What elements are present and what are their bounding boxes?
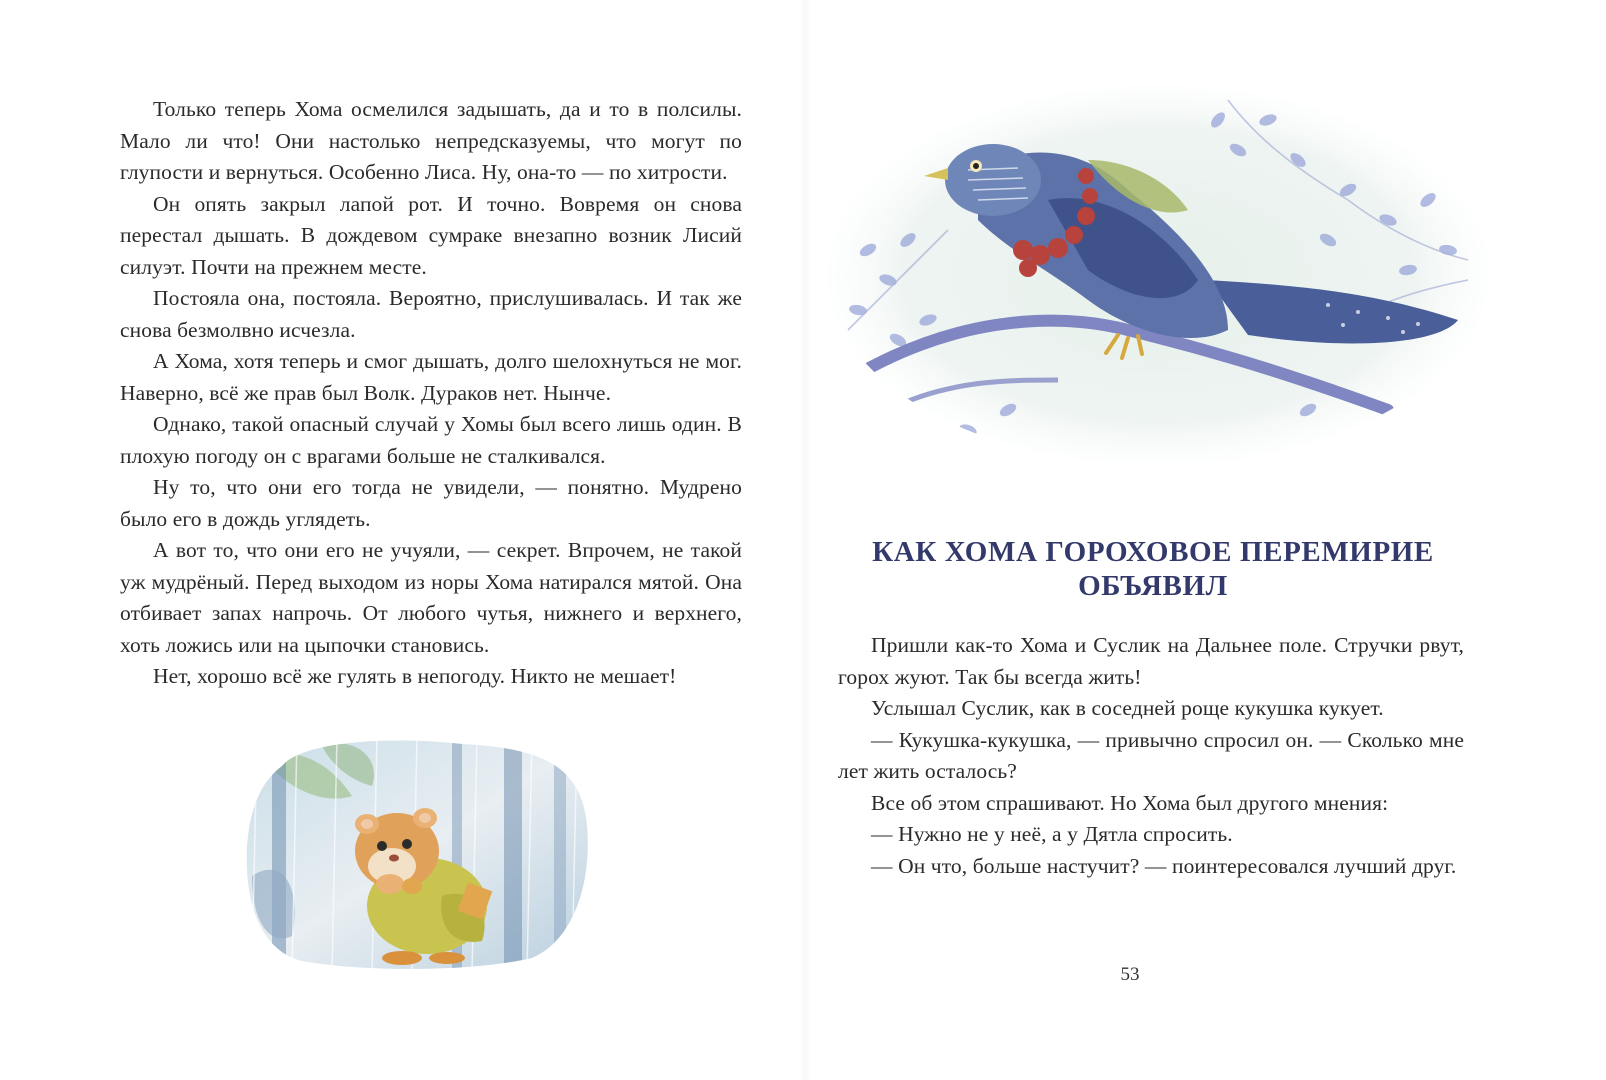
right-page: [800, 0, 1606, 1080]
right-page-text: [838, 630, 1464, 882]
paragraph: А Хома, хотя теперь и смог дышать, долго шелохнуться не мог. Наверно, всё же прав был Волк. Дураков нет. Нынче.: [120, 349, 742, 405]
dialogue-line: — Кукушка-кукушка, — привычно спросил он. — Сколько мне лет жить осталось?: [838, 727, 1464, 783]
paragraph: Нет, хорошо всё же гулять в непогоду. Никто не мешает!: [153, 664, 677, 688]
dialogue-line: — Нужно не у неё, а у Дятла спросить.: [871, 822, 1233, 846]
dialogue-line: — Он что, больше настучит? — поинтересовался лучший друг.: [871, 853, 1457, 878]
paragraph: Он опять закрыл лапой рот. И точно. Вовремя он снова перестал дышать. В дождевом сумраке внезапно возник Лисий силуэт. Почти на прежнем месте.: [120, 191, 742, 279]
paragraph: А вот то, что они его не учуяли, — секрет. Впрочем, не такой уж мудрёный. Перед выходом из норы Хома натирался мятой. Она отбивает запах напрочь. От любого чутья, нижнего и верхнего, хоть ложись или на цыпочки становись.: [120, 538, 742, 657]
paragraph: Услышал Суслик, как в соседней роще кукушка кукует.: [871, 696, 1384, 720]
chapter-title: КАК ХОМА ГОРОХОВОЕ ПЕРЕМИРИЕ ОБЪЯВИЛ: [872, 536, 1434, 602]
left-page-text: [120, 94, 742, 693]
paragraph: Постояла она, постояла. Вероятно, прислушивалась. И так же снова безмолвно исчезла.: [120, 286, 742, 342]
cuckoo-illustration: [828, 80, 1488, 470]
left-page: [0, 0, 800, 1080]
hamster-illustration: [242, 736, 594, 972]
page-number: 53: [1120, 964, 1140, 985]
paragraph: Однако, такой опасный случай у Хомы был всего лишь один. В плохую погоду он с врагами больше не сталкивался.: [120, 412, 742, 468]
paragraph: Все об этом спрашивают. Но Хома был другого мнения:: [871, 790, 1389, 815]
paragraph: Ну то, что они его тогда не увидели, — понятно. Мудрено было его в дождь углядеть.: [120, 475, 742, 531]
paragraph: Пришли как-то Хома и Суслик на Дальнее поле. Стручки рвут, горох жуют. Так бы всегда жить!: [838, 633, 1464, 689]
paragraph: Только теперь Хома осмелился задышать, да и то в полсилы. Мало ли что! Они настолько непредсказуемы, что могут по глупости и вернуться. Особенно Лиса. Ну, она-то — по хитрости.: [120, 97, 742, 184]
